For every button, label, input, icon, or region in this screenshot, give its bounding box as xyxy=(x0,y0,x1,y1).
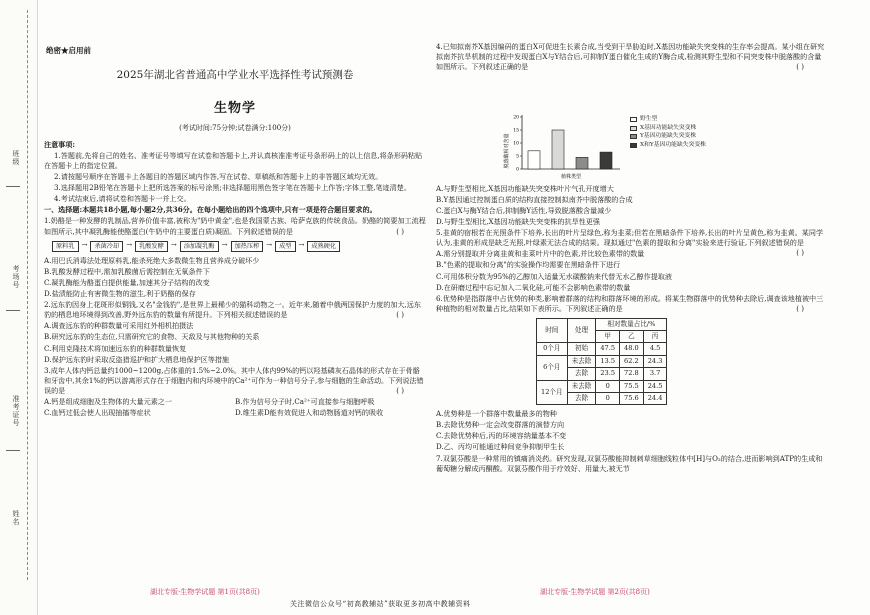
page-footer-right: 湖北专版·生物学试题 第2页(共8页) xyxy=(540,588,650,596)
exam-title: 2025年湖北省普通高中学业水平选择性考试预测卷 xyxy=(116,69,354,81)
legend-entry xyxy=(630,115,706,124)
question-stem: 5.韭黄的宿根若在光照条件下培养,长出的叶片呈绿色,称为韭菜;但若在黑暗条件下培养,长出的叶片呈黄色,称为韭黄。某同学认为,韭黄的形成是缺乏光照,叶绿素无法合成的结果。现拟通过"色素的提取和分离"实验来进行验证,下列叙述错误的是 xyxy=(436,228,824,248)
spine-line xyxy=(6,310,20,311)
arrow-icon: → xyxy=(266,241,273,250)
binding-spine xyxy=(0,0,38,615)
arrow-icon: → xyxy=(170,241,177,250)
legend-swatch xyxy=(630,143,637,148)
table-cell: 72.8 xyxy=(620,368,644,380)
option: D.保护远东豹时采取反盗猎巡护和扩大栖息地保护区等措施 xyxy=(44,354,230,364)
bar-3 xyxy=(576,157,588,169)
option: C.凝乳酶能为酪蛋白提供能量,加速其分子结构的改变 xyxy=(44,278,210,288)
answer-paren: ( ) xyxy=(396,385,404,395)
question-stem: 4.已知拟南芥X基因编码的蛋白X可促进生长素合成,当受到干旱胁迫时,X基因功能缺失突变株的生存率会提高。某小组在研究拟南芥抗旱机制的过程中发现蛋白X与Y结合后,可抑制Y蛋白催化生成的Y酶合成,检测其野生型和不同突变株中脱落酸的含量如图所示。下列叙述正确的是 xyxy=(436,42,825,72)
arrow-icon: → xyxy=(81,241,88,250)
right-q4 xyxy=(436,42,826,73)
table-cell: 24.4 xyxy=(643,392,667,404)
bar-2 xyxy=(552,130,564,169)
time-info: (考试时间:75分钟;试卷满分:100分) xyxy=(179,124,291,132)
option: A.调查远东豹的种群数量可采用红外相机拍摄法 xyxy=(44,321,194,331)
answer-paren: ( ) xyxy=(796,248,804,258)
option: A.钙是组成细胞及生物体的大量元素之一 xyxy=(44,396,172,406)
table-cell: 去除 xyxy=(567,392,596,404)
table-header: 时间 xyxy=(537,318,568,343)
section-heading: 一、选择题:本题共18小题,每小题2分,共36分。在每小题给出的四个选项中,只有一项是符合题目要求的。 xyxy=(44,205,377,215)
table-row xyxy=(537,380,667,392)
y-tick-label: 5 xyxy=(516,154,519,160)
table-cell: 23.5 xyxy=(596,368,620,380)
option: D.在研磨过程中忘记加入二氧化硅,可能不会影响色素带的数量 xyxy=(436,282,631,292)
option: B.乳酸发酵过程中,需加乳酸菌后需控制在无氧条件下 xyxy=(44,267,210,277)
table-header: 处理 xyxy=(567,318,596,343)
option: A.需分别提取并分离韭黄和韭菜叶片中的色素,并比较色素带的数量 xyxy=(436,249,645,259)
option: C.血钙过低会使人出现抽搐等症状 xyxy=(44,407,151,417)
cut-line xyxy=(27,10,28,580)
note-item: 3.选择题用2B铅笔在答题卡上把所选答案的标号涂黑;非选择题用黑色签字笔在答题卡上作答;字体工整,笔迹清楚。 xyxy=(54,183,411,193)
y-axis-label: 脱落酸相对含量 xyxy=(504,133,510,169)
y-tick-label: 10 xyxy=(513,141,519,147)
option: D.乙、丙均可能通过种间竞争抑制甲生长 xyxy=(436,442,565,452)
flow-step: 杀菌冷却 xyxy=(90,241,123,252)
spine-label-ticket: 准考证号 xyxy=(12,395,20,427)
data-table xyxy=(536,318,667,406)
options-grid xyxy=(44,397,426,419)
table-cell: 未去除 xyxy=(567,380,596,392)
question-7: 7.双氯芬酸是一种常用的镇痛消炎药。研究发现,双氯芬酸能抑制刺草细胞线粒体中[H]与O₂的结合,进而影响到ATP的生成和葡萄糖分解成丙酮酸。双氯芬酸作用于疗效好、用量大,被无节 xyxy=(436,453,823,473)
bar-1 xyxy=(528,151,540,169)
table-cell: 0 xyxy=(596,392,620,404)
table-cell: 24.3 xyxy=(643,355,667,367)
option: B.去除优势种一定会改变群落的演替方向 xyxy=(436,420,565,430)
spine-label-room: 考场号 xyxy=(12,265,20,289)
question-2 xyxy=(44,300,426,320)
table-header-row xyxy=(537,318,667,330)
legend-swatch xyxy=(630,126,637,131)
spine-label-name: 姓名 xyxy=(12,510,20,526)
table-cell: 62.2 xyxy=(620,355,644,367)
legend-entry xyxy=(630,141,706,150)
confidential-tag: 绝密★启用前 xyxy=(46,46,91,55)
table-cell: 75.5 xyxy=(620,380,644,392)
arrow-icon: → xyxy=(298,241,305,250)
option: A.与野生型相比,X基因功能缺失突变株叶片气孔开度增大 xyxy=(436,184,614,193)
option: D.盐渍能防止有害微生物的滋生,利于奶酪的保存 xyxy=(44,289,196,299)
aba-chart xyxy=(502,111,762,181)
question-4 xyxy=(436,42,826,72)
table-cell: 47.5 xyxy=(596,343,620,355)
subject-title: 生物学 xyxy=(213,101,256,116)
table-cell: 48.0 xyxy=(620,343,644,355)
option: D.维生素D能有效促进人和动物肠道对钙的吸收 xyxy=(235,407,384,417)
y-tick-label: 15 xyxy=(513,128,519,134)
chart-svg xyxy=(502,111,622,181)
table-cell: 0 xyxy=(596,380,620,392)
legend-label: Y基因功能缺失突变株 xyxy=(640,133,696,140)
legend-label: 野生型 xyxy=(640,116,658,122)
left-body xyxy=(44,140,426,419)
table-cell: 去除 xyxy=(567,368,596,380)
option: D.与野生型相比,X基因功能缺失突变株的抗旱性更强 xyxy=(436,217,600,227)
arrow-icon: → xyxy=(126,241,133,250)
process-flow xyxy=(52,241,426,252)
table-cell: 6个月 xyxy=(537,355,568,380)
table-cell: 未去除 xyxy=(567,355,596,367)
note-item: 2.请按题号顺序在答题卡上各题目的答题区域内作答,写在试卷、草稿纸和答题卡上的非答题区域均无效。 xyxy=(54,172,383,182)
table-cell: 13.5 xyxy=(596,355,620,367)
spine-line xyxy=(6,186,20,187)
legend-label: X和Y基因功能缺失突变株 xyxy=(640,142,706,149)
page-footer-left: 湖北专版·生物学试题 第1页(共8页) xyxy=(150,588,260,596)
table-cell: 初始 xyxy=(567,343,596,355)
spine-line xyxy=(6,450,20,451)
x-axis-label: 植株类型 xyxy=(560,174,582,180)
arrow-icon: → xyxy=(221,241,228,250)
bar-4 xyxy=(600,152,612,169)
table-cell: 0个月 xyxy=(537,343,568,355)
legend-label: X基因功能缺失突变株 xyxy=(640,124,697,131)
legend-entry xyxy=(630,132,706,141)
question-stem: 3.成年人体内钙总量约1000~1200g,占体重的1.5%~2.0%。其中人体内99%的钙以羟基磷灰石晶体的形式存在于骨骼和牙齿中,其余1%的钙以游离形式存在于细胞内和内环境中的Ca²⁺可作为一种信号分子,参与细胞的生命活动。下列说法错误的是 xyxy=(44,365,424,395)
table-cell: 75.6 xyxy=(620,392,644,404)
table-cell: 12个月 xyxy=(537,380,568,405)
flow-step: 成型 xyxy=(275,241,295,252)
option: B.作为信号分子时,Ca²⁺可直接参与细胞呼吸 xyxy=(235,396,375,406)
answer-paren: ( ) xyxy=(396,226,404,236)
answer-paren: ( ) xyxy=(396,310,404,320)
flow-step: 乳酸发酵 xyxy=(135,241,168,252)
option: A.用巴氏消毒法处理原料乳,能杀死绝大多数微生物且营养成分破坏少 xyxy=(44,256,260,265)
flow-step: 添加凝乳酶 xyxy=(180,241,219,252)
option: C.去除优势种后,丙的环境容纳量基本不变 xyxy=(436,431,567,441)
note-item: 4.考试结束后,请将试卷和答题卡一并上交。 xyxy=(54,194,191,204)
notes-title: 注意事项: xyxy=(44,140,75,149)
chart-legend xyxy=(630,115,706,150)
bottom-note: 关注微信公众号“初高教辅站”获取更多初高中教辅资料 xyxy=(290,600,471,608)
table-cell: 4.5 xyxy=(643,343,667,355)
spine-label-class: 班级 xyxy=(12,150,20,166)
legend-swatch xyxy=(630,117,637,122)
question-3 xyxy=(44,366,426,396)
table-header: 乙 xyxy=(620,331,644,343)
table-header: 丙 xyxy=(643,331,667,343)
table-row xyxy=(537,355,667,367)
legend-swatch xyxy=(630,134,637,139)
option: C.利用克隆技术将加速远东豹的种群数量恢复 xyxy=(44,343,187,353)
flow-step: 成熟硬化 xyxy=(307,241,340,252)
option: B."色素的提取和分离"的实验操作均需要在黑暗条件下进行 xyxy=(436,260,621,270)
question-stem: 2.远东豹因身上花斑形似铜钱,又名"金钱豹",是世界上最稀少的猫科动物之一。近年来,随着中俄两国保护力度的加大,远东豹的栖息地环境得到改善,野外远东豹的数量有所提升。下列相关叙述错误的是 xyxy=(44,300,421,320)
question-stem: 1.奶酪是一种发酵的乳制品,营养价值丰富,被称为"奶中黄金",也是我国蒙古族、哈萨克族的传统食品。奶酪的简要加工流程如图所示,其中凝乳酶能使酪蛋白(牛奶中的主要蛋白质)凝固。下列叙述错误的是 xyxy=(44,216,426,236)
answer-paren: ( ) xyxy=(796,62,804,72)
option: C.蛋白X与酶Y结合后,抑制酶Y活性,导致脱落酸含量减少 xyxy=(436,206,612,216)
question-6 xyxy=(436,294,826,314)
flow-step: 加热压榨 xyxy=(231,241,264,252)
option: C.可用体积分数为95%的乙醇加入适量无水碳酸钠来代替无水乙醇作提取液 xyxy=(436,271,673,281)
option: B.研究远东豹的生态位,只需研究它的食物、天敌及与其他物种的关系 xyxy=(44,332,260,342)
table-header: 甲 xyxy=(596,331,620,343)
table-row xyxy=(537,343,667,355)
right-body xyxy=(436,184,826,475)
note-item: 1.答题前,先将自己的姓名、准考证号等填写在试卷和答题卡上,并认真核准准考证号条形码上的以上信息,将条形码粘贴在答题卡上的指定位置。 xyxy=(44,151,423,171)
option: B.Y基因通过控制蛋白质的结构直接控制拟南芥中脱落酸的合成 xyxy=(436,195,633,205)
option: A.优势种是一个群落中数量最多的物种 xyxy=(436,409,557,419)
y-tick-label: 0 xyxy=(516,167,519,173)
table-cell: 3.7 xyxy=(643,368,667,380)
flow-step: 原料乳 xyxy=(52,241,79,252)
legend-entry xyxy=(630,124,706,133)
y-tick-label: 20 xyxy=(513,115,519,121)
question-stem: 6.优势种是指群落中占优势的种类,影响着群落的结构和群落环境的形成。将某生物群落中的优势种去除后,调查该地植被中三种植物的相对数量占比,结果如下表所示。下列叙述正确的是 xyxy=(436,293,824,313)
question-1 xyxy=(44,216,426,236)
table-cell: 24.5 xyxy=(643,380,667,392)
answer-paren: ( ) xyxy=(796,303,804,313)
table-header: 相对数量占比/% xyxy=(596,318,667,330)
